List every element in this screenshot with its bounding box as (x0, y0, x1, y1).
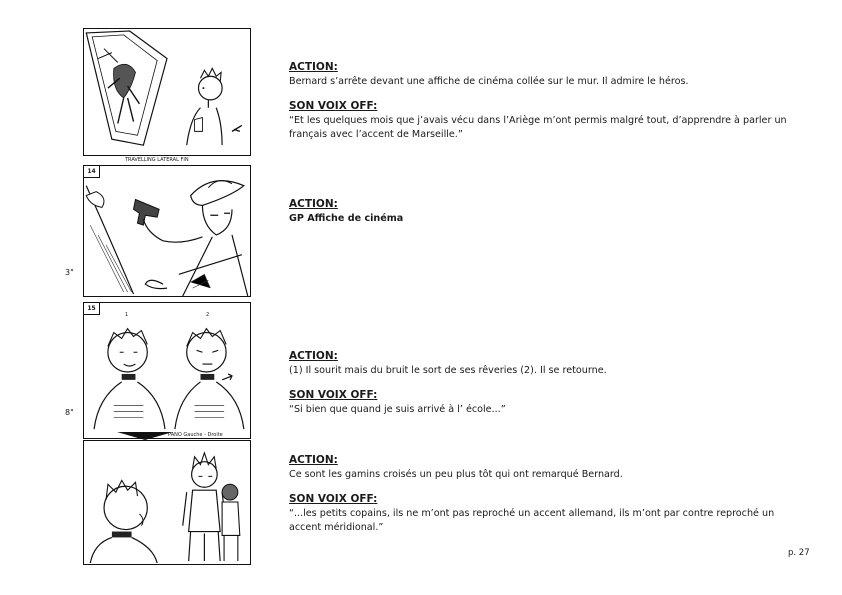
action-text-2: GP Affiche de cinéma (289, 212, 404, 224)
action-heading-1: ACTION: (289, 61, 338, 73)
action-heading-3: ACTION: (289, 350, 338, 362)
panel-15-drawing (84, 303, 250, 438)
panel-15-caption: PANO Gauche - Droite (168, 432, 223, 438)
page-number: p. 27 (788, 548, 810, 558)
action-heading-4: ACTION: (289, 454, 338, 466)
voice-text-1: “Et les quelques mois que j’avais vécu dans l’Ariège m’ont permis malgré tout, d’apprendre à parler un français avec l’accent de Marseille.” (289, 114, 787, 140)
action-heading-2: ACTION: (289, 198, 338, 210)
action-text-1: Bernard s’arrête devant une affiche de cinéma collée sur le mur. Il admire le héros. (289, 75, 689, 87)
panel-15-mark-1: 1 (125, 312, 129, 318)
panel-15-duration: 8" (65, 408, 74, 417)
action-text-3: (1) Il sourit mais du bruit le sort de ses rêveries (2). Il se retourne. (289, 364, 607, 376)
text-block-3 (289, 349, 809, 417)
storyboard-panel-14 (83, 165, 251, 297)
voice-heading-1: SON VOIX OFF: (289, 100, 378, 112)
storyboard-panel-1 (83, 28, 251, 156)
action-text-4: Ce sont les gamins croisés un peu plus tôt qui ont remarqué Bernard. (289, 468, 623, 480)
panel-14-drawing (84, 166, 250, 296)
text-block-4 (289, 453, 809, 536)
storyboard-panel-15 (83, 302, 251, 439)
panel-14-number: 14 (84, 166, 100, 178)
panel-1-drawing (84, 29, 250, 155)
voice-heading-3: SON VOIX OFF: (289, 389, 378, 401)
panel-1-caption: TRAVELLING LATERAL FIN (125, 157, 189, 163)
voice-heading-4: SON VOIX OFF: (289, 493, 378, 505)
voice-text-3: “Si bien que quand je suis arrivé à l’ école...” (289, 403, 506, 415)
pan-direction-marker (117, 432, 173, 440)
panel-15-number: 15 (84, 303, 100, 315)
text-block-2 (289, 197, 809, 226)
panel-15-mark-2: 2 (206, 312, 210, 318)
panel-4-drawing (84, 441, 250, 564)
panel-14-duration: 3" (65, 268, 74, 277)
voice-text-4: “...les petits copains, ils ne m’ont pas reproché un accent allemand, ils m’ont par contre reproché un accent méridional.” (289, 507, 775, 533)
text-block-1 (289, 60, 809, 143)
storyboard-panel-4 (83, 440, 251, 565)
